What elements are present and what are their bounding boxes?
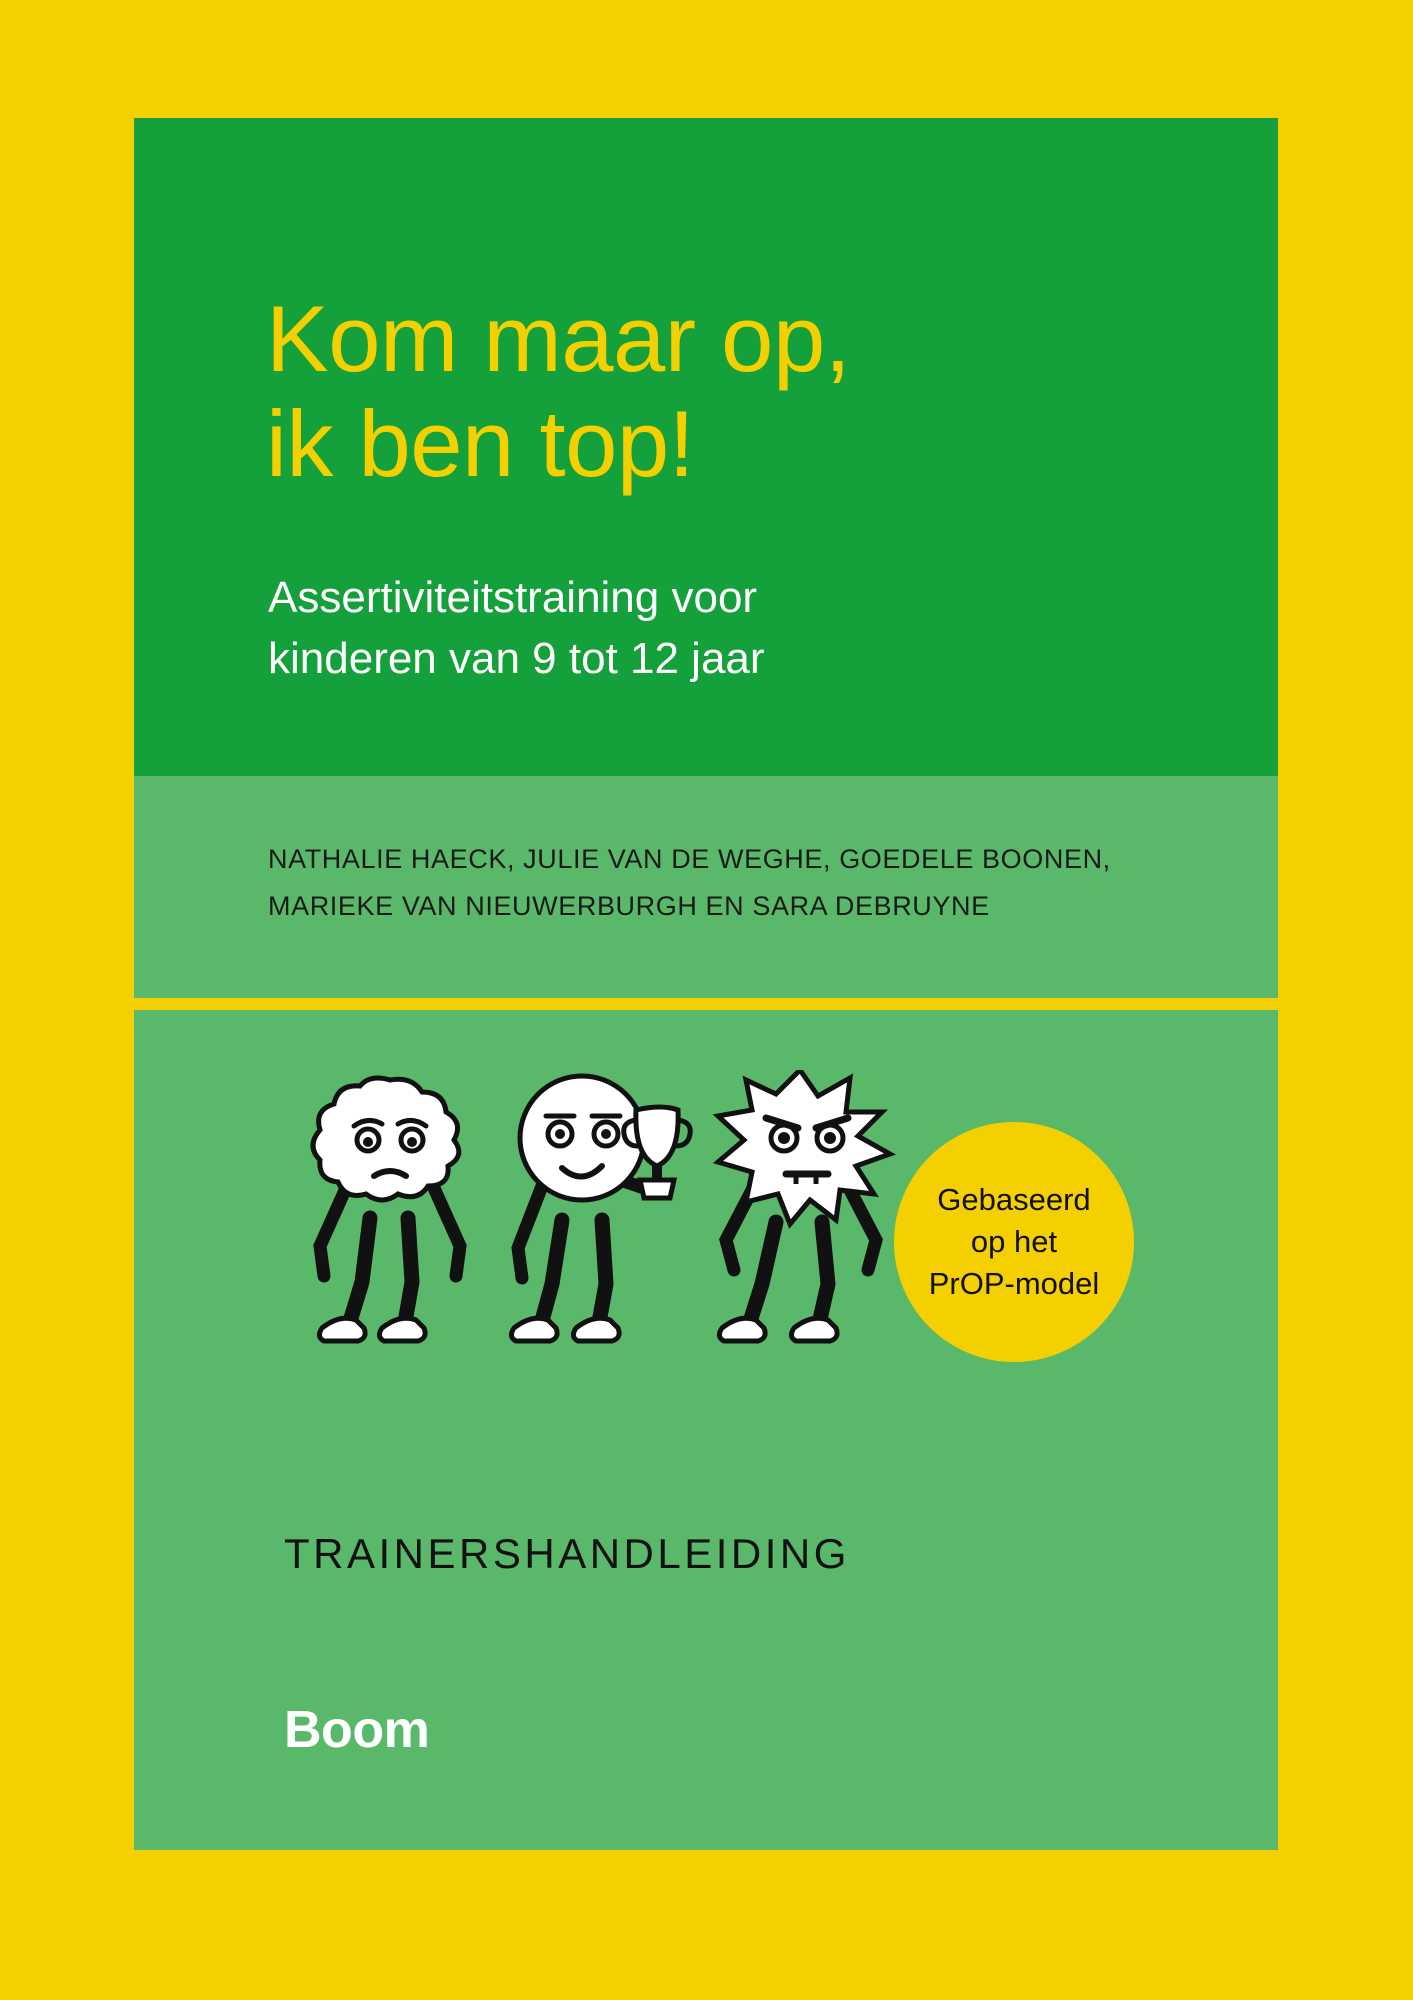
angry-star-character xyxy=(718,1070,890,1341)
happy-ball-character xyxy=(511,1076,690,1341)
title-line-1: Kom maar op, xyxy=(266,286,851,391)
badge-line-1: Gebaseerd xyxy=(937,1182,1091,1218)
authors-line-1: NATHALIE HAECK, JULIE VAN DE WEGHE, GOEDELE BOONEN, xyxy=(268,844,1111,874)
page-title xyxy=(266,286,1226,497)
badge-text xyxy=(915,1179,1114,1305)
characters-illustration xyxy=(284,1070,984,1390)
title-block xyxy=(134,118,1278,776)
prop-model-badge xyxy=(894,1122,1134,1362)
publisher-logo: Boom xyxy=(284,1701,430,1759)
authors-band xyxy=(134,776,1278,998)
subtitle xyxy=(268,568,1168,689)
illustration-band xyxy=(134,1010,1278,1850)
subtitle-line-1: Assertiviteitstraining voor xyxy=(268,573,758,622)
title-line-2: ik ben top! xyxy=(266,391,695,497)
badge-line-2: op het xyxy=(970,1224,1058,1260)
authors-list xyxy=(268,836,1198,931)
manual-type-label: TRAINERSHANDLEIDING xyxy=(284,1530,850,1577)
sad-cloud-character xyxy=(313,1078,460,1341)
badge-line-3: PrOP-model xyxy=(928,1265,1100,1301)
authors-line-2: MARIEKE VAN NIEUWERBURGH EN SARA DEBRUYNE xyxy=(268,891,990,922)
subtitle-line-2: kinderen van 9 tot 12 jaar xyxy=(268,633,765,683)
